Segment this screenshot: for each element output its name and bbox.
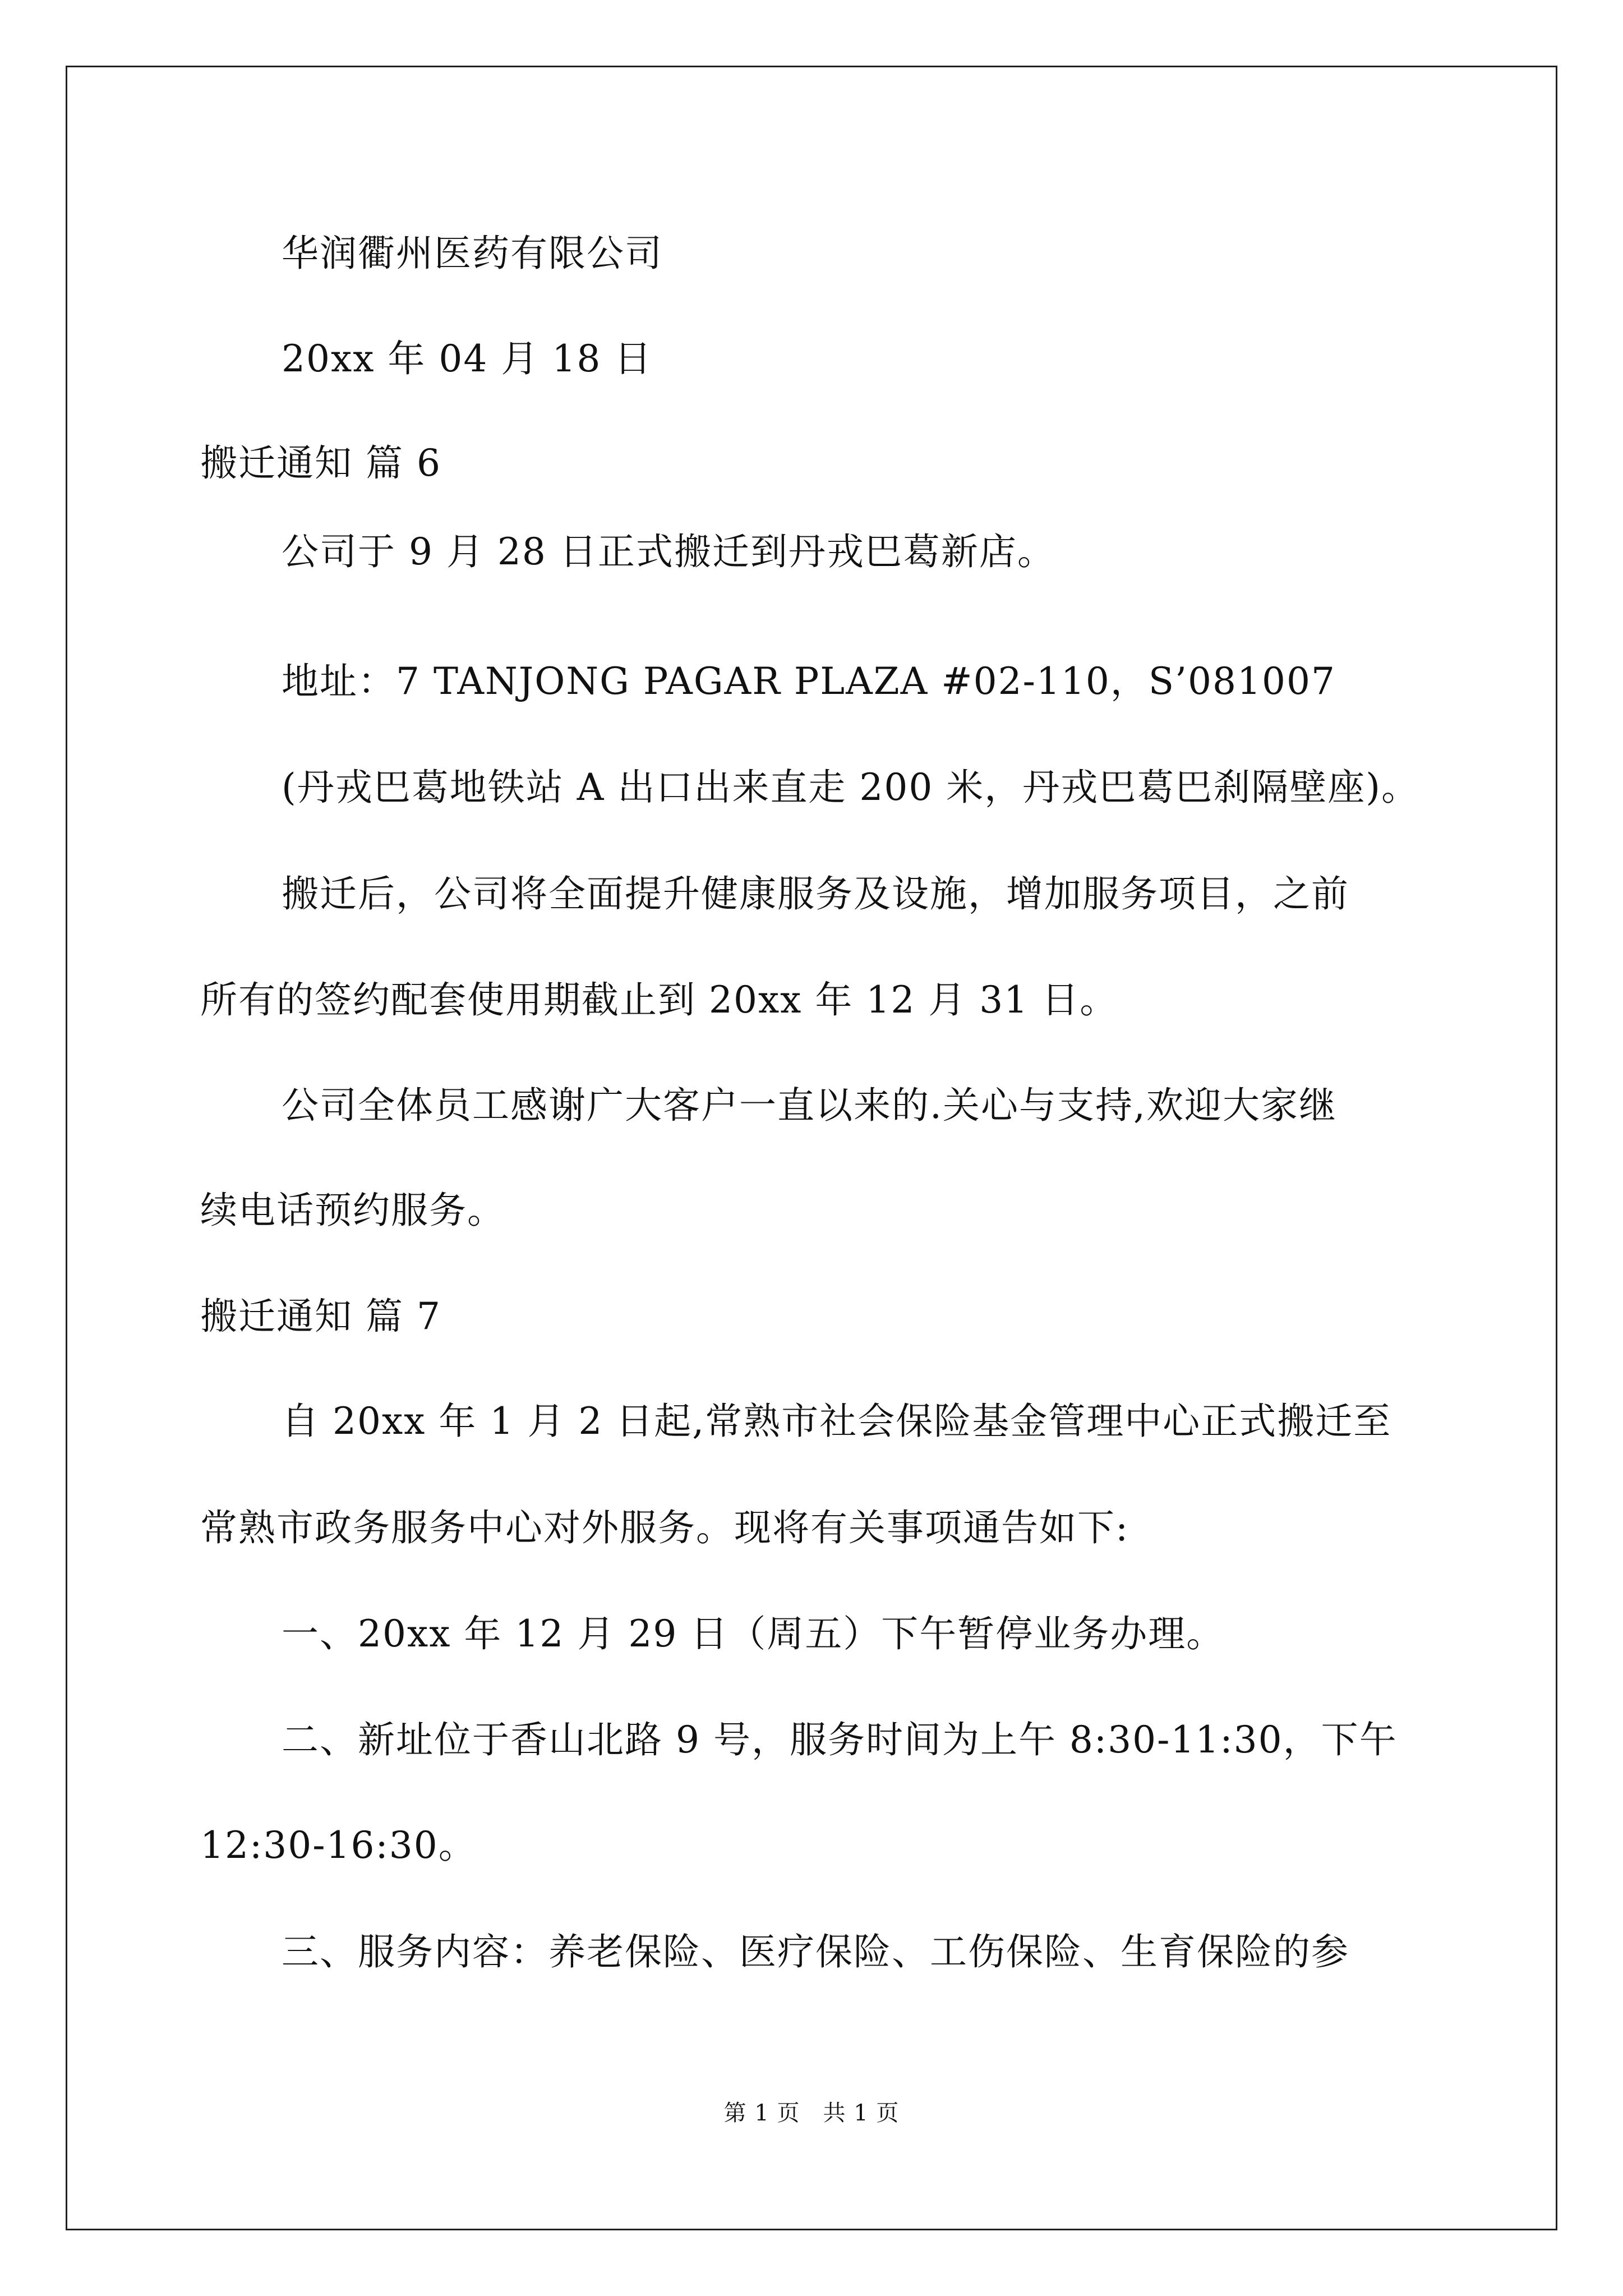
- paragraph-line: 搬迁后，公司将全面提升健康服务及设施，增加服务项目，之前: [282, 872, 1349, 915]
- paragraph-line: 二、新址位于香山北路 9 号，服务时间为上午 8:30-11:30，下午: [282, 1718, 1398, 1761]
- paragraph-line: 自 20xx 年 1 月 2 日起,常熟市社会保险基金管理中心正式搬迁至: [282, 1400, 1392, 1443]
- page-border: [66, 66, 1557, 2230]
- paragraph-line: 续电话预约服务。: [200, 1189, 505, 1232]
- section-heading-7: 搬迁通知 篇 7: [200, 1295, 441, 1338]
- paragraph-line: 公司于 9 月 28 日正式搬迁到丹戎巴葛新店。: [282, 530, 1055, 573]
- address-line: 地址：7 TANJONG PAGAR PLAZA #02-110，S’081007: [282, 660, 1336, 703]
- paragraph-line: 公司全体员工感谢广大客户一直以来的.关心与支持,欢迎大家继: [282, 1084, 1337, 1127]
- paragraph-line: 常熟市政务服务中心对外服务。现将有关事项通告如下:: [200, 1506, 1129, 1549]
- company-name: 华润衢州医药有限公司: [282, 232, 663, 275]
- paragraph-line: 所有的签约配套使用期截止到 20xx 年 12 月 31 日。: [200, 978, 1118, 1022]
- page-footer: 第 1 页 共 1 页: [723, 2100, 900, 2126]
- paragraph-line: 12:30-16:30。: [200, 1824, 477, 1867]
- section-heading-6: 搬迁通知 篇 6: [200, 441, 441, 485]
- date-line: 20xx 年 04 月 18 日: [282, 337, 653, 380]
- paragraph-line: 一、20xx 年 12 月 29 日（周五）下午暂停业务办理。: [282, 1612, 1225, 1655]
- paragraph-line: 三、服务内容：养老保险、医疗保险、工伤保险、生育保险的参: [282, 1930, 1349, 1973]
- paragraph-line: (丹戎巴葛地铁站 A 出口出来直走 200 米，丹戎巴葛巴刹隔壁座)。: [282, 766, 1420, 809]
